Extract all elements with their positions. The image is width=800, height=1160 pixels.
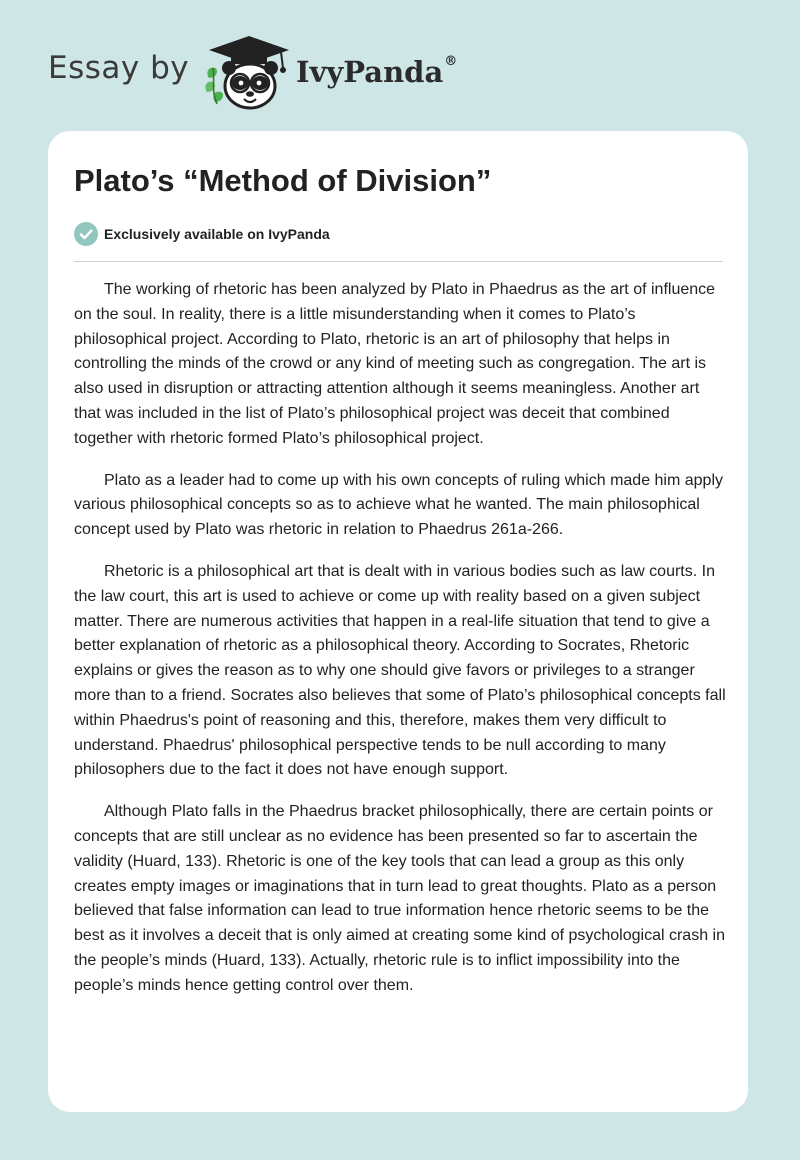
brand-name-text: IvyPanda [296,55,444,89]
badge-label: Exclusively available on IvyPanda [104,226,330,242]
essay-body [74,278,726,1016]
paragraph: Rhetoric is a philosophical art that is dealt with in various bodies such as law courts. In the law court, this art is used to achieve or come up with reality based on a given subject matter. There are numerous activities that happen in a real-life situation that tend to give a better explanation of rhetoric as a philosophical theory. According to Socrates, Rhetoric explains or gives the reason as to why one should give favors or privileges to a stranger more than to a friend. Socrates also believes that some of Plato’s philosophical concepts fall within Phaedrus's point of reasoning and this, therefore, makes them very difficult to understand. Phaedrus' philosophical perspective tends to be null according to many philosophers due to the fact it does not have enough support. [74,562,726,779]
registered-mark: ® [444,54,458,70]
page-title: Plato’s “Method of Division” [74,163,492,198]
paragraph: The working of rhetoric has been analyzed by Plato in Phaedrus as the art of influence on the soul. In reality, there is a little misunderstanding when it comes to Plato’s philosophical project. According to Plato, rhetoric is an art of philosophy that helps in controlling the minds of the crowd or any kind of meeting such as congregation. The art is also used in disruption or attracting attention although it seems meaningless. Another art that was included in the list of Plato’s philosophical project was deceit that combined together with rhetoric formed Plato’s philosophical project. [74,281,716,447]
check-circle-icon [74,222,98,246]
ivy-leaf-icon [205,68,223,104]
paragraph: Plato as a leader had to come up with his own concepts of ruling which made him apply various philosophical concepts so as to achieve what he wanted. The main philosophical concept used by Plato was rhetoric in relation to Phaedrus 261a-266. [74,471,724,539]
essay-card [48,131,748,1112]
site-header [0,0,800,130]
essay-by-label: Essay by [48,50,190,86]
exclusive-badge [74,222,330,246]
divider [74,261,723,262]
brand-name[interactable] [296,55,457,89]
paragraph: Although Plato falls in the Phaedrus bracket philosophically, there are certain points or concepts that are still unclear as no evidence has been presented so far to ascertain the validity (Huard, 133). Rhetoric is one of the key tools that can lead a group as this only creates empty images or imaginations that in turn lead to great thoughts. Plato as a person believed that false information can lead to true information hence rhetoric seems to be the best as it involves a deceit that is only aimed at creating some kind of psychological crash in the people’s minds (Huard, 133). Actually, rhetoric rule is to inflict impossibility into the people’s minds hence getting control over them. [74,803,725,994]
panda-graduate-icon[interactable] [203,34,295,112]
